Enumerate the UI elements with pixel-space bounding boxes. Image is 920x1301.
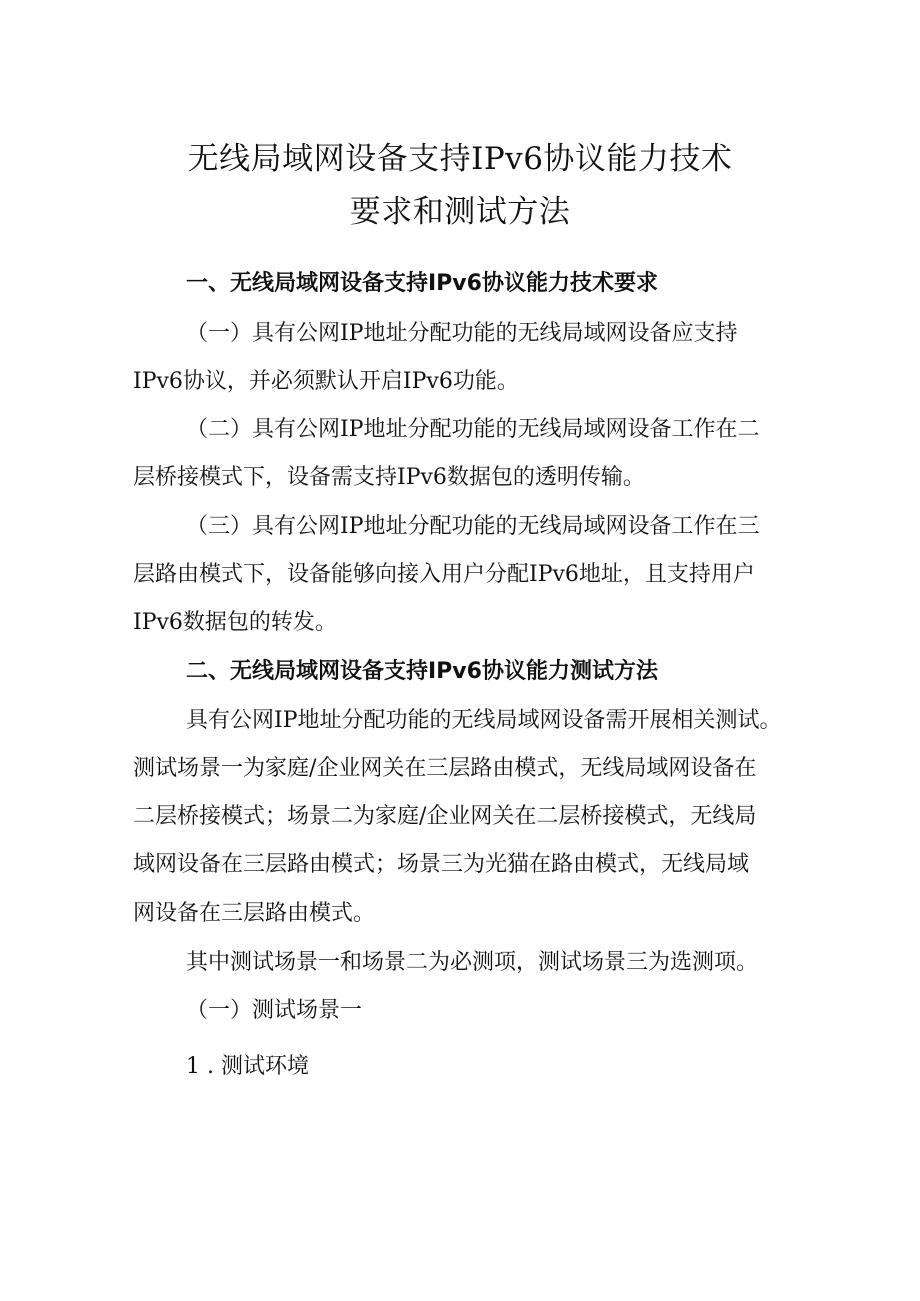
section-2-subheading: （一）测试场景一 <box>186 998 363 1023</box>
document-title-line-1: 无线局域网设备支持IPv6协议能力技术 <box>187 141 733 177</box>
section-2-paragraph-2: 其中测试场景一和场景二为必测项，测试场景三为选测项。 <box>186 950 759 975</box>
document-title-line-2: 要求和测试方法 <box>349 194 571 230</box>
section-1-item-2-line-1: （二）具有公网IP地址分配功能的无线局域网设备工作在二 <box>186 417 760 442</box>
section-1-item-1-line-2: IPv6协议，并必须默认开启IPv6功能。 <box>133 369 519 394</box>
section-2-paragraph-1-line-3: 二层桥接模式；场景二为家庭/企业网关在二层桥接模式，无线局 <box>133 804 757 829</box>
section-1-item-3-line-1: （三）具有公网IP地址分配功能的无线局域网设备工作在三 <box>186 514 760 539</box>
section-1-item-2-line-2: 层桥接模式下，设备需支持IPv6数据包的透明传输。 <box>133 465 645 490</box>
section-2-paragraph-1-line-1: 具有公网IP地址分配功能的无线局域网设备需开展相关测试。 <box>186 708 782 733</box>
section-1-heading: 一、无线局域网设备支持IPv6协议能力技术要求 <box>186 271 658 296</box>
section-2-subitem: 1 . 测试环境 <box>186 1054 309 1079</box>
section-1-item-3-line-2: 层路由模式下，设备能够向接入用户分配IPv6地址，且支持用户 <box>133 562 755 587</box>
section-2-paragraph-1-line-2: 测试场景一为家庭/企业网关在三层路由模式，无线局域网设备在 <box>133 756 757 781</box>
section-1-item-1-line-1: （一）具有公网IP地址分配功能的无线局域网设备应支持 <box>186 321 738 346</box>
section-2-paragraph-1-line-5: 网设备在三层路由模式。 <box>133 901 376 926</box>
section-2-heading: 二、无线局域网设备支持IPv6协议能力测试方法 <box>186 659 658 684</box>
section-1-item-3-line-3: IPv6数据包的转发。 <box>133 610 337 635</box>
section-2-paragraph-1-line-4: 域网设备在三层路由模式；场景三为光猫在路由模式，无线局域 <box>133 852 750 877</box>
